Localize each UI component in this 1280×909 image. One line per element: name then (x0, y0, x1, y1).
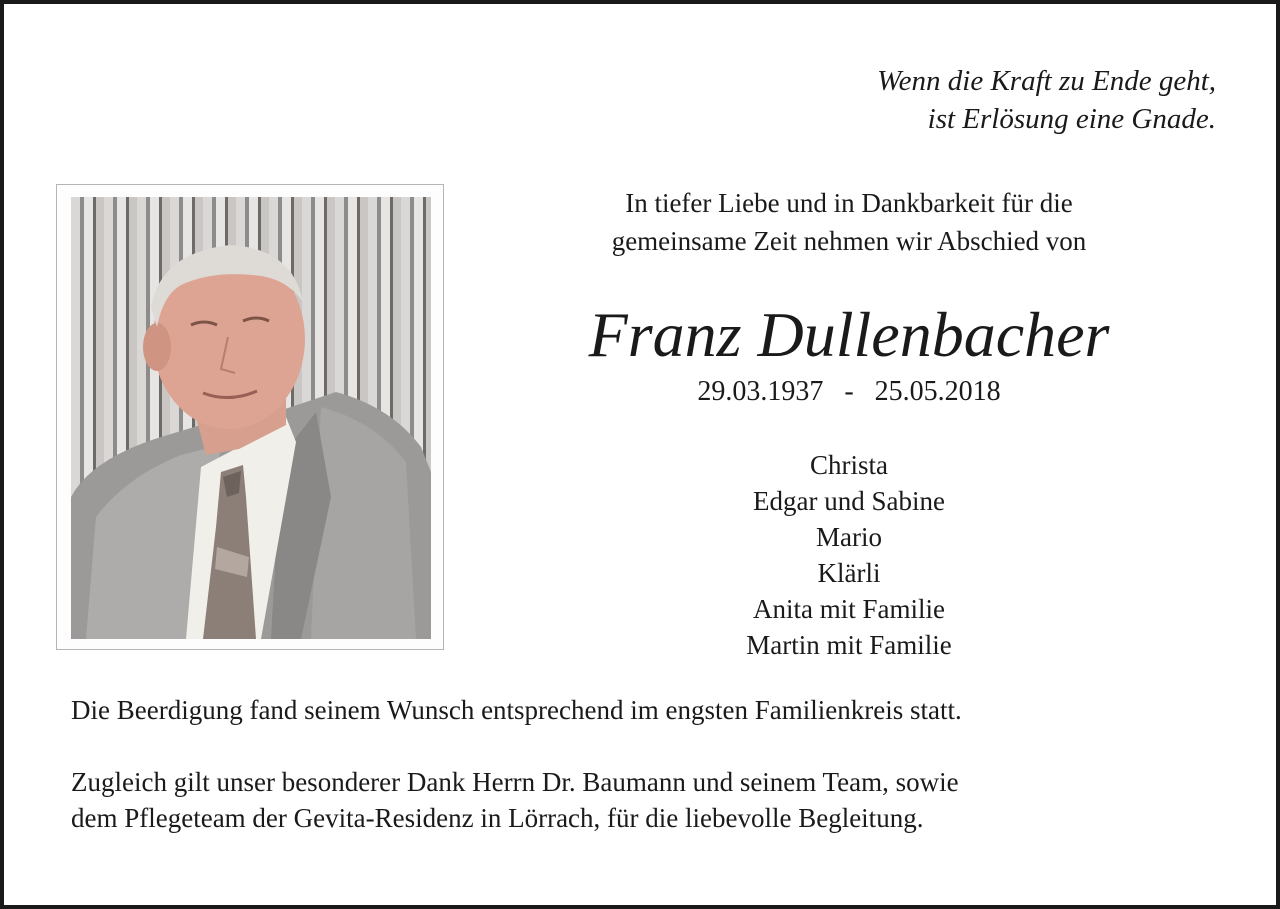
mourner-item: Christa (810, 450, 888, 480)
motto-quote (877, 62, 1216, 138)
intro-line-2: gemeinsame Zeit nehmen wir Abschied von (611, 226, 1087, 256)
portrait-illustration (71, 197, 431, 639)
thanks-text (71, 764, 1231, 836)
thanks-line-2: dem Pflegeteam der Gevita-Residenz in Lörrach, für die liebevolle Begleitung. (71, 803, 924, 833)
motto-line-1: Wenn die Kraft zu Ende geht, (877, 65, 1216, 97)
thanks-line-1: Zugleich gilt unser besonderer Dank Herrn Dr. Baumann und seinem Team, sowie (71, 767, 959, 797)
mourner-item: Anita mit Familie (753, 594, 945, 624)
mourner-item: Edgar und Sabine (753, 486, 945, 516)
portrait-frame (56, 184, 444, 650)
motto-line-2: ist Erlösung eine Gnade. (927, 103, 1216, 135)
mourner-item: Klärli (817, 558, 881, 588)
portrait-photo (71, 197, 431, 639)
life-dates: 29.03.1937 - 25.05.2018 (697, 376, 1001, 407)
funeral-note-line: Die Beerdigung fand seinem Wunsch entsprechend im engsten Familienkreis statt. (71, 695, 962, 725)
mourner-item: Martin mit Familie (746, 630, 952, 660)
mourner-item: Mario (816, 522, 882, 552)
funeral-note (71, 692, 1231, 728)
intro-text (549, 184, 1149, 260)
mourners-list (649, 447, 1049, 663)
deceased-name: Franz Dullenbacher (588, 299, 1110, 370)
intro-line-1: In tiefer Liebe und in Dankbarkeit für die (625, 188, 1073, 218)
